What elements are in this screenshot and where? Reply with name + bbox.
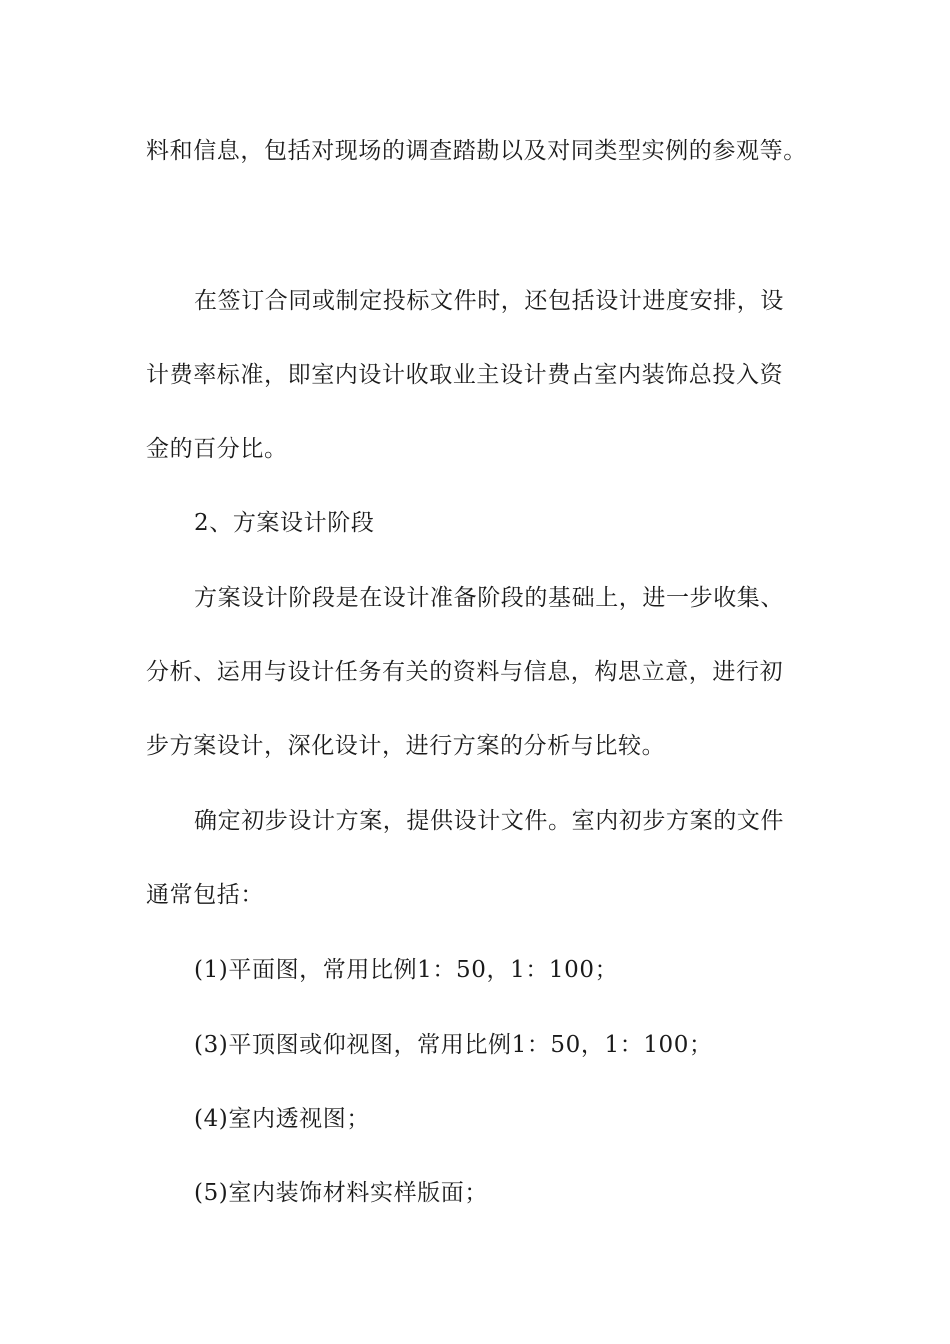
section-heading: 2、方案设计阶段	[194, 510, 375, 536]
text-line-6: 方案设计阶段是在设计准备阶段的基础上，进一步收集、	[194, 585, 784, 611]
text-line-2: 在签订合同或制定投标文件时，还包括设计进度安排，设	[194, 288, 784, 314]
text-line-4: 金的百分比。	[146, 436, 288, 462]
text-line-10: 通常包括：	[146, 882, 264, 908]
text-line-9: 确定初步设计方案，提供设计文件。室内初步方案的文件	[194, 808, 784, 834]
text-line-7: 分析、运用与设计任务有关的资料与信息，构思立意，进行初	[146, 659, 784, 685]
text-line-1: 料和信息，包括对现场的调查踏勘以及对同类型实例的参观等。	[146, 138, 807, 164]
list-item-4: (4)室内透视图；	[194, 1106, 370, 1132]
list-item-5: (5)室内装饰材料实样版面；	[194, 1180, 488, 1206]
text-line-8: 步方案设计，深化设计，进行方案的分析与比较。	[146, 733, 666, 759]
text-line-3: 计费率标准，即室内设计收取业主设计费占室内装饰总投入资	[146, 362, 784, 388]
list-item-1: (1)平面图，常用比例1：50，1：100；	[194, 957, 619, 983]
list-item-3: (3)平顶图或仰视图，常用比例1：50，1：100；	[194, 1032, 713, 1058]
